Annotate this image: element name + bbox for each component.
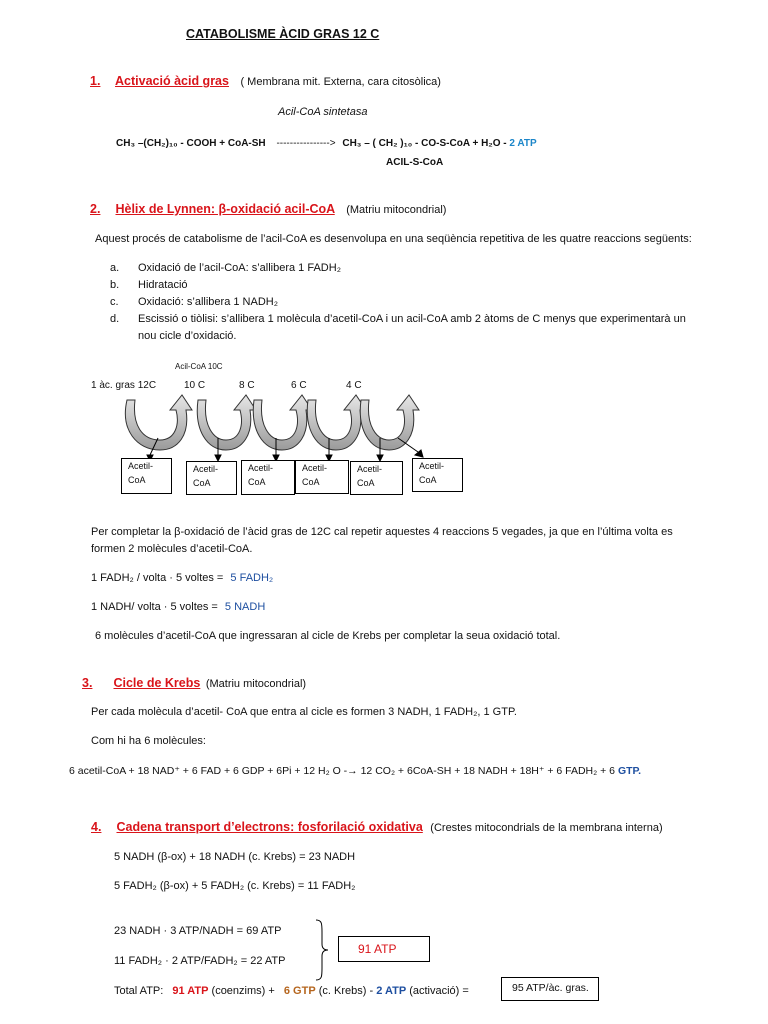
repeat-paragraph: Per completar la β-oxidació de l’àcid gras de 12C cal repetir aquestes 4 reaccions 5 vegades, ja que en l’última volta es <box>91 526 673 538</box>
fadh2-atp: 11 FADH₂ · 2 ATP/FADH₂ = 22 ATP <box>114 955 286 967</box>
nadh-result: 5 NADH <box>224 601 266 613</box>
final-atp-box: 95 ATP/àc. gras. <box>501 977 599 1001</box>
acetyl-coa-note: 6 molècules d’acetil-CoA que ingressaran al cicle de Krebs per completar la seua oxidació total. <box>95 630 561 642</box>
sum-box: 91 ATP <box>338 936 430 962</box>
acetyl-coa-box: Acetil- CoA <box>121 458 172 494</box>
section-4-heading <box>91 820 663 834</box>
section-3-title: Cicle de Krebs <box>113 676 201 690</box>
section-1-number: 1. <box>90 74 101 88</box>
page-title: CATABOLISME ÀCID GRAS 12 C <box>186 27 380 41</box>
fadh2-calculation: 1 FADH₂ / volta · 5 voltes = 5 FADH₂ <box>91 572 274 584</box>
total-2-atp: 2 ATP <box>376 985 407 997</box>
diagram-top-label: Acil-CoA 10C <box>175 362 223 371</box>
carbon-label: 8 C <box>239 380 255 391</box>
section-2-number: 2. <box>90 202 101 216</box>
fadh2-sum: 5 FADH₂ (β-ox) + 5 FADH₂ (c. Krebs) = 11 FADH₂ <box>114 880 356 892</box>
fadh2-result: 5 FADH₂ <box>230 572 274 584</box>
reaction-right: CH₃ – ( CH₂ )₁₀ - CO-S-CoA + H₂O - <box>342 138 507 149</box>
diagram-start-label: 1 àc. gras 12C <box>91 380 157 391</box>
nadh-sum: 5 NADH (β-ox) + 18 NADH (c. Krebs) = 23 NADH <box>114 851 356 863</box>
helix-loop-4 <box>307 395 366 450</box>
krebs-text: Per cada molècula d’acetil- CoA que entra al cicle es formen 3 NADH, 1 FADH₂, 1 GTP. <box>91 706 517 718</box>
krebs-equation: 6 acetil-CoA + 18 NAD⁺ + 6 FAD + 6 GDP + 6Pi + 12 H₂ O -→ 12 CO₂ + 6CoA-SH + 18 NADH + 18H⁺ + 6 FADH₂ + 6 GTP. <box>69 765 642 777</box>
carbon-label: 10 C <box>184 380 206 391</box>
nadh-calculation: 1 NADH/ volta · 5 voltes = 5 NADH <box>91 601 266 613</box>
repeat-paragraph-cont: formen 2 molècules d’acetil-CoA. <box>91 543 253 555</box>
enzyme-label: Acil-CoA sintetasa <box>278 106 368 118</box>
product-name: ACIL-S-CoA <box>386 157 444 168</box>
list-item: b. Hidratació <box>110 279 188 291</box>
section-3-note: (Matriu mitocondrial) <box>205 678 307 690</box>
acetyl-coa-box: Acetil- CoA <box>350 461 403 495</box>
reaction-atp: 2 ATP <box>509 138 537 149</box>
section-1-title: Activació àcid gras <box>115 74 229 88</box>
list-item-continuation: nou cicle d’oxidació. <box>138 330 237 342</box>
nadh-atp: 23 NADH · 3 ATP/NADH = 69 ATP <box>114 925 282 937</box>
acetyl-coa-box: Acetil- CoA <box>241 460 295 495</box>
list-item: a. Oxidació de l’acil-CoA: s’allibera 1 FADH₂ <box>110 262 341 274</box>
helix-loop-2 <box>197 395 256 450</box>
section-4-note: (Crestes mitocondrials de la membrana interna) <box>430 822 663 834</box>
list-item: d. Escissió o tiòlisi: s’allibera 1 molècula d’acetil-CoA i un acil-CoA amb 2 àtoms de C menys que experimentarà un <box>110 313 686 325</box>
krebs-gtp: GTP. <box>617 765 642 777</box>
krebs-count: Com hi ha 6 molècules: <box>91 735 206 747</box>
acetyl-coa-box: Acetil- CoA <box>186 461 237 495</box>
section-4-title: Cadena transport d’electrons: fosforilació oxidativa <box>116 820 423 834</box>
reaction-left: CH₃ –(CH₂)₁₀ - COOH + CoA-SH <box>116 138 266 149</box>
helix-loop-1 <box>125 395 192 450</box>
total-91-atp: 91 ATP <box>172 985 209 997</box>
list-item: c. Oxidació: s’allibera 1 NADH₂ <box>110 296 278 308</box>
acetyl-coa-box: Acetil- CoA <box>295 460 349 494</box>
section-1-note: ( Membrana mit. Externa, cara citosòlica) <box>240 76 441 88</box>
helix-loop-5 <box>360 395 419 450</box>
acetyl-coa-box: Acetil- CoA <box>412 458 463 492</box>
carbon-label: 4 C <box>346 380 362 391</box>
section-3-number: 3. <box>82 676 93 690</box>
reaction-arrow: ----------------> <box>276 138 336 149</box>
carbon-label: 6 C <box>291 380 307 391</box>
total-atp-line: Total ATP: 91 ATP (coenzims) + 6 GTP (c. Krebs) - 2 ATP (activació) = <box>114 985 469 997</box>
section-2-note: (Matriu mitocondrial) <box>346 204 447 216</box>
section-3-heading <box>82 676 306 690</box>
helix-loop-3 <box>253 395 312 450</box>
total-6-gtp: 6 GTP <box>283 985 316 997</box>
right-brace <box>312 918 332 982</box>
section-2-intro: Aquest procés de catabolisme de l’acil-CoA es desenvolupa en una seqüència repetitiva de les quatre reaccions següents: <box>95 233 692 245</box>
section-4-number: 4. <box>91 820 102 834</box>
section-2-title: Hèlix de Lynnen: β-oxidació acil-CoA <box>115 202 335 216</box>
